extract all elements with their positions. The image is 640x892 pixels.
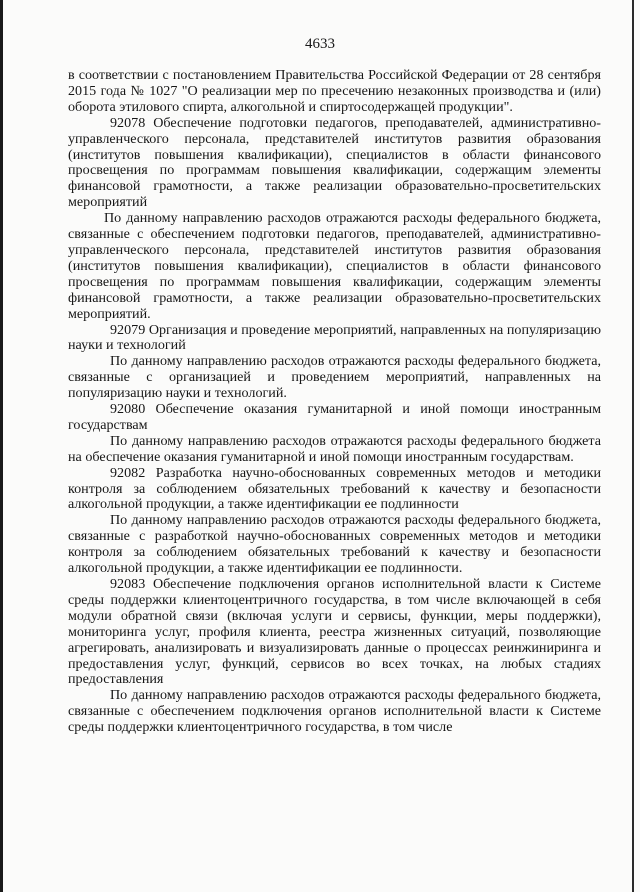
paragraph-body-92080: По данному направлению расходов отражаются расходы федерального бюджета на обеспечение оказания гуманитарной и иной помощи иностранным государствам. (68, 432, 601, 465)
paragraph-heading-92078: 92078 Обеспечение подготовки педагогов, преподавателей, административно-управленческого персонала, представителей институтов развития образования (институтов повышения квалификации), специалистов в области финансового просвещения по программам повышения квалификации, содержащим элементы финансовой грамотности, а также реализации образовательно-просветительских мероприятий (68, 114, 601, 211)
scan-edge-right (632, 0, 634, 892)
scan-edge-left (0, 0, 3, 892)
paragraph-heading-92082: 92082 Разработка научно-обоснованных современных методов и методики контроля за соблюдением обязательных требований к качеству и безопасности алкогольной продукции, а также идентификации ее подлинности (68, 464, 601, 513)
page-number: 4633 (305, 36, 335, 52)
paragraph-continuation: в соответствии с постановлением Правительства Российской Федерации от 28 сентября 2015 года № 1027 "О реализации мер по пресечению незаконных производства и (или) оборота этилового спирта, алкогольной и спиртосодержащей продукции". (68, 67, 601, 115)
paragraph-heading-92080: 92080 Обеспечение оказания гуманитарной и иной помощи иностранным государствам (68, 401, 601, 433)
paragraph-body-92082: По данному направлению расходов отражаются расходы федерального бюджета, связанные с разработкой научно-обоснованных современных методов и методики контроля за соблюдением обязательных требований к качеству и безопасности алкогольной продукции, а также идентификации ее подлинности. (68, 512, 601, 577)
paragraph-body-92079: По данному направлению расходов отражаются расходы федерального бюджета, связанные с организацией и проведением мероприятий, направленных на популяризацию науки и технологий. (68, 353, 601, 402)
paragraph-body-92083: По данному направлению расходов отражаются расходы федерального бюджета, связанные с обеспечением подключения органов исполнительной власти к Системе среды поддержки клиентоцентричного государства, в том числе (68, 687, 601, 736)
document-body (68, 68, 601, 736)
paragraph-heading-92083: 92083 Обеспечение подключения органов исполнительной власти к Системе среды поддержки клиентоцентричного государства, в том числе включающей в себя модули обратной связи (включая услуги и сервисы, функции, меры поддержки), мониторинга услуг, профиля клиента, реестра жизненных ситуаций, позволяющие агрегировать, анализировать и визуализировать данные о процессах реинжиниринга и предоставления услуг, функций, сервисов во всех точках, на любых стадиях предоставления (68, 576, 601, 688)
paragraph-heading-92079: 92079 Организация и проведение мероприятий, направленных на популяризацию науки и технологий (68, 321, 601, 354)
paragraph-body-92078: По данному направлению расходов отражаются расходы федерального бюджета, связанные с обеспечением подготовки педагогов, преподавателей, административно-управленческого персонала, представителей институтов развития образования (институтов повышения квалификации), специалистов в области финансового просвещения по программам повышения квалификации, содержащим элементы финансовой грамотности, а также реализации образовательно-просветительских мероприятий. (68, 210, 601, 322)
